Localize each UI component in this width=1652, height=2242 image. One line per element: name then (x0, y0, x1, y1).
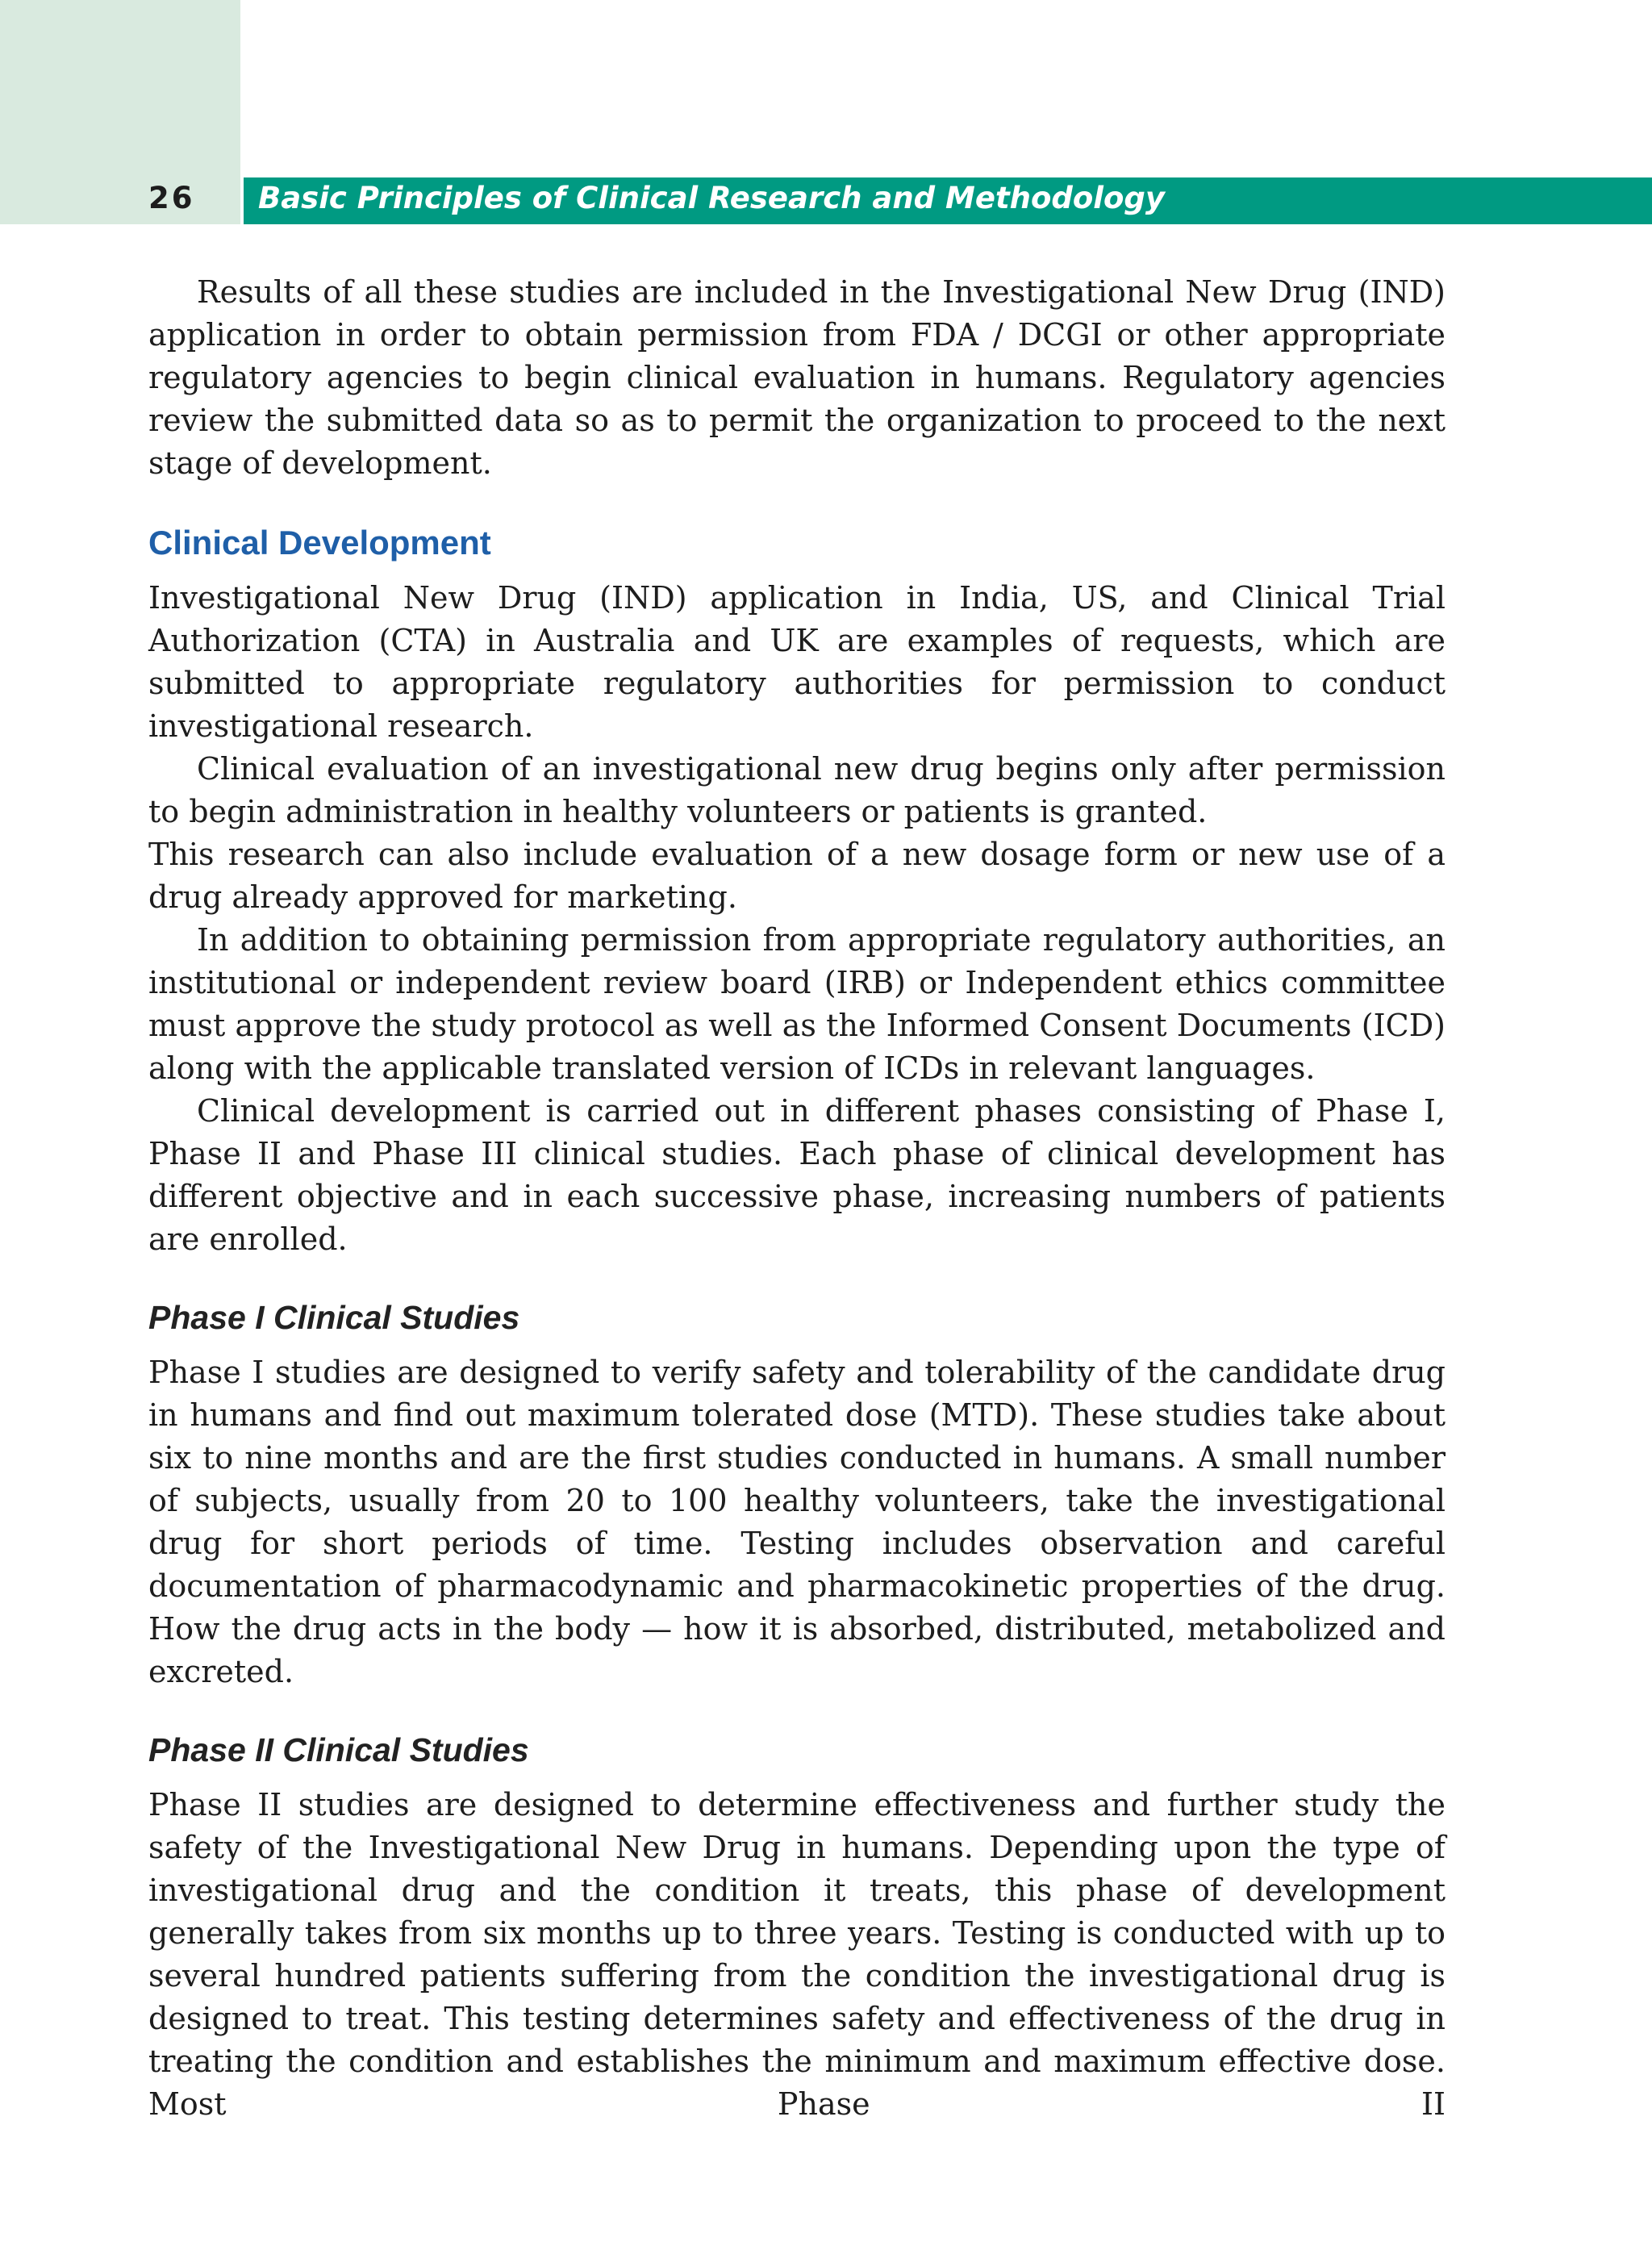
running-head-title: Basic Principles of Clinical Research and Methodology (258, 181, 1166, 215)
page-body (148, 271, 1446, 2126)
phase-two-paragraph: Phase II studies are designed to determine effectiveness and further study the safety of the Investigational New Drug in humans. Depending upon the type of investigational drug and the condition it treats, this phase of development generally takes from six months up to three years. Testing is conducted with up to several hundred patients suffering from the condition the investigational drug is designed to treat. This testing determines safety and effectiveness of the drug in treating the condition and establishes the minimum and maximum effective dose. Most Phase II (148, 1787, 1446, 2122)
clinical-development-paragraph-5: Clinical development is carried out in different phases consisting of Phase I, Phase II and Phase III clinical studies. Each phase of clinical development has different objective and in each successive phase, increasing numbers of patients are enrolled. (148, 1093, 1446, 1257)
clinical-development-heading: Clinical Development (148, 524, 491, 562)
clinical-development-paragraph-1: Investigational New Drug (IND) application in India, US, and Clinical Trial Authorization (CTA) in Australia and UK are examples of requests, which are submitted to appropriate regulatory authorities for permission to conduct investigational research. (148, 580, 1446, 744)
corner-decoration (0, 0, 240, 224)
phase-two-heading: Phase II Clinical Studies (148, 1731, 529, 1768)
intro-paragraph: Results of all these studies are included in the Investigational New Drug (IND) application in order to obtain permission from FDA / DCGI or other appropriate regulatory agencies to begin clinical evaluation in humans. Regulatory agencies review the submitted data so as to permit the organization to proceed to the next stage of development. (148, 274, 1446, 481)
phase-one-heading: Phase I Clinical Studies (148, 1299, 520, 1336)
clinical-development-section (148, 577, 1446, 1261)
phase-one-paragraph: Phase I studies are designed to verify safety and tolerability of the candidate drug in humans and find out maximum tolerated dose (MTD). These studies take about six to nine months and are the first studies conducted in humans. A small number of subjects, usually from 20 to 100 healthy volunteers, take the investigational drug for short periods of time. Testing includes observation and careful documentation of pharmacodynamic and pharmacokinetic properties of the drug. How the drug acts in the body — how it is absorbed, distributed, metabolized and excreted. (148, 1355, 1446, 1689)
clinical-development-paragraph-2: Clinical evaluation of an investigational new drug begins only after permission to begin administration in healthy volunteers or patients is granted. (148, 751, 1446, 829)
clinical-development-paragraph-3: This research can also include evaluation of a new dosage form or new use of a drug already approved for marketing. (148, 837, 1446, 915)
clinical-development-paragraph-4: In addition to obtaining permission from appropriate regulatory authorities, an institutional or independent review board (IRB) or Independent ethics committee must approve the study protocol as well as the Informed Consent Documents (ICD) along with the applicable translated version of ICDs in relevant languages. (148, 922, 1446, 1086)
page-number: 26 (148, 181, 195, 215)
